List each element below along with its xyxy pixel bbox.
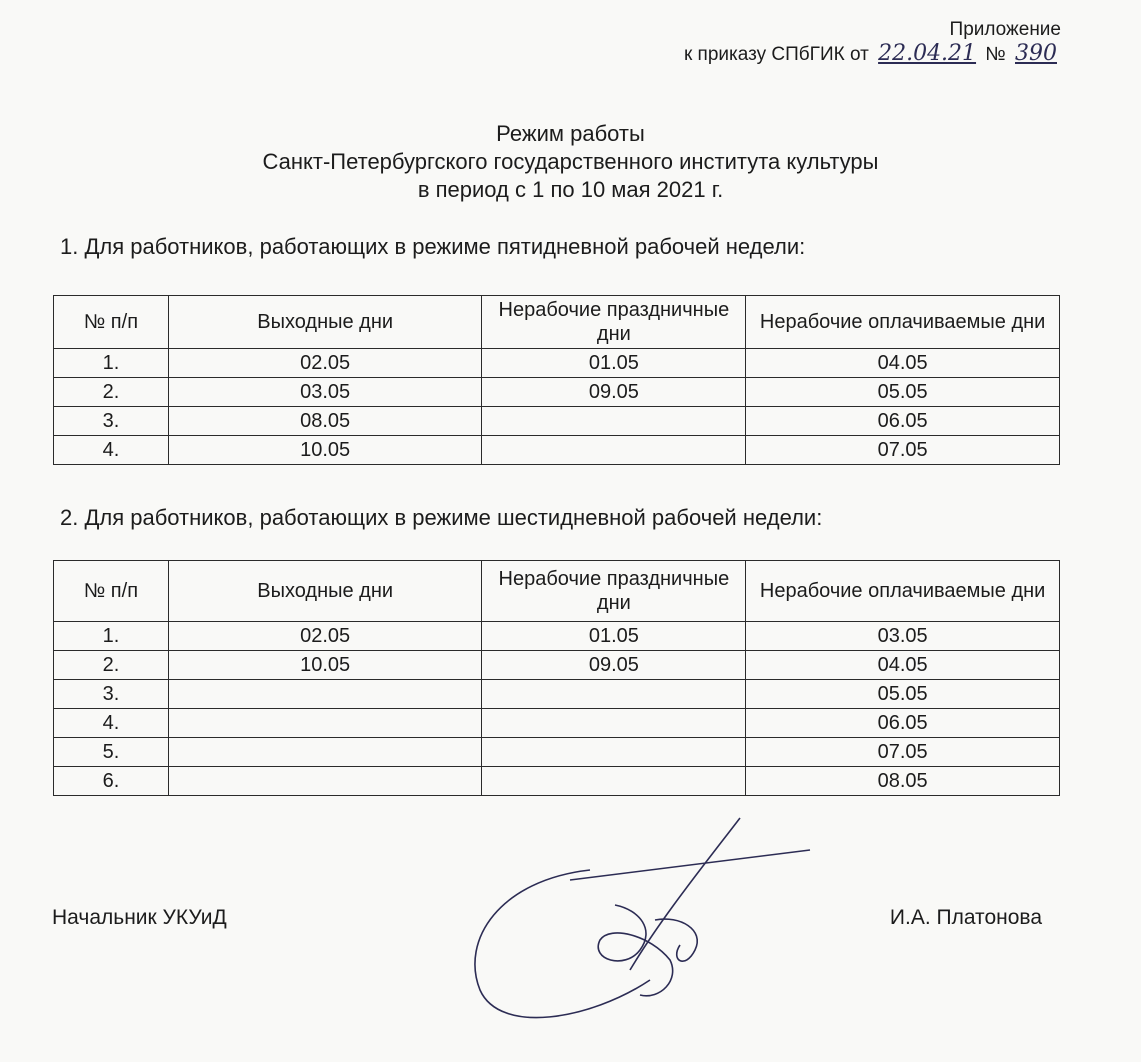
table-row <box>54 680 1060 709</box>
title-line-2: Санкт-Петербургского государственного института культуры <box>262 149 879 174</box>
table-header-row <box>54 561 1060 622</box>
col-holiday: Нерабочие праздничные дни <box>482 296 746 349</box>
order-number: 390 <box>1015 41 1057 66</box>
appendix-header <box>684 18 1061 67</box>
document-title <box>0 120 1141 204</box>
row-number: 5. <box>54 738 169 767</box>
col-number: № п/п <box>54 296 169 349</box>
order-reference <box>684 42 1061 67</box>
col-weekend: Выходные дни <box>168 561 482 622</box>
weekend-cell: 10.05 <box>168 651 482 680</box>
signatory-position: Начальник УКУиД <box>52 906 227 929</box>
col-weekend: Выходные дни <box>168 296 482 349</box>
holiday-cell: 01.05 <box>482 349 746 378</box>
row-number: 3. <box>54 407 169 436</box>
signatory-name: И.А. Платонова <box>889 906 1042 929</box>
row-number: 2. <box>54 651 169 680</box>
section2-heading: 2. Для работников, работающих в режиме шестидневной рабочей недели: <box>60 505 823 530</box>
weekend-cell <box>168 709 482 738</box>
handwritten-signature-icon <box>440 810 820 1040</box>
col-holiday: Нерабочие праздничные дни <box>482 561 746 622</box>
table-row <box>54 709 1060 738</box>
section1-heading: 1. Для работников, работающих в режиме пятидневной рабочей недели: <box>60 234 806 259</box>
holiday-cell <box>482 709 746 738</box>
row-number: 1. <box>54 622 169 651</box>
paid-cell: 07.05 <box>746 436 1060 465</box>
holiday-cell <box>482 767 746 796</box>
row-number: 2. <box>54 378 169 407</box>
col-paid: Нерабочие оплачиваемые дни <box>746 296 1060 349</box>
paid-cell: 06.05 <box>746 407 1060 436</box>
weekend-cell <box>168 767 482 796</box>
holiday-cell: 09.05 <box>482 378 746 407</box>
weekend-cell: 10.05 <box>168 436 482 465</box>
table-row <box>54 407 1060 436</box>
table-row <box>54 349 1060 378</box>
row-number: 6. <box>54 767 169 796</box>
holiday-cell: 09.05 <box>482 651 746 680</box>
paid-cell: 05.05 <box>746 378 1060 407</box>
title-line-3: в период с 1 по 10 мая 2021 г. <box>417 177 724 202</box>
holiday-cell <box>482 407 746 436</box>
holiday-cell <box>482 436 746 465</box>
row-number: 4. <box>54 436 169 465</box>
paid-cell: 07.05 <box>746 738 1060 767</box>
table-row <box>54 622 1060 651</box>
row-number: 1. <box>54 349 169 378</box>
paid-cell: 06.05 <box>746 709 1060 738</box>
paid-cell: 05.05 <box>746 680 1060 709</box>
col-number: № п/п <box>54 561 169 622</box>
table-row <box>54 767 1060 796</box>
weekend-cell: 08.05 <box>168 407 482 436</box>
table-row <box>54 378 1060 407</box>
paid-cell: 08.05 <box>746 767 1060 796</box>
weekend-cell: 02.05 <box>168 622 482 651</box>
paid-cell: 04.05 <box>746 349 1060 378</box>
table-row <box>54 436 1060 465</box>
number-sign: № <box>985 44 1006 65</box>
appendix-label: Приложение <box>949 19 1061 40</box>
six-day-week-table <box>53 560 1060 796</box>
weekend-cell <box>168 680 482 709</box>
table-row <box>54 738 1060 767</box>
paid-cell: 04.05 <box>746 651 1060 680</box>
row-number: 4. <box>54 709 169 738</box>
weekend-cell: 03.05 <box>168 378 482 407</box>
col-paid: Нерабочие оплачиваемые дни <box>746 561 1060 622</box>
weekend-cell <box>168 738 482 767</box>
row-number: 3. <box>54 680 169 709</box>
holiday-cell <box>482 680 746 709</box>
table-row <box>54 651 1060 680</box>
table-header-row <box>54 296 1060 349</box>
paid-cell: 03.05 <box>746 622 1060 651</box>
order-prefix: к приказу СПбГИК от <box>683 44 869 65</box>
order-date: 22.04.21 <box>878 41 977 66</box>
title-line-1: Режим работы <box>496 121 645 146</box>
weekend-cell: 02.05 <box>168 349 482 378</box>
holiday-cell: 01.05 <box>482 622 746 651</box>
holiday-cell <box>482 738 746 767</box>
five-day-week-table <box>53 295 1060 465</box>
